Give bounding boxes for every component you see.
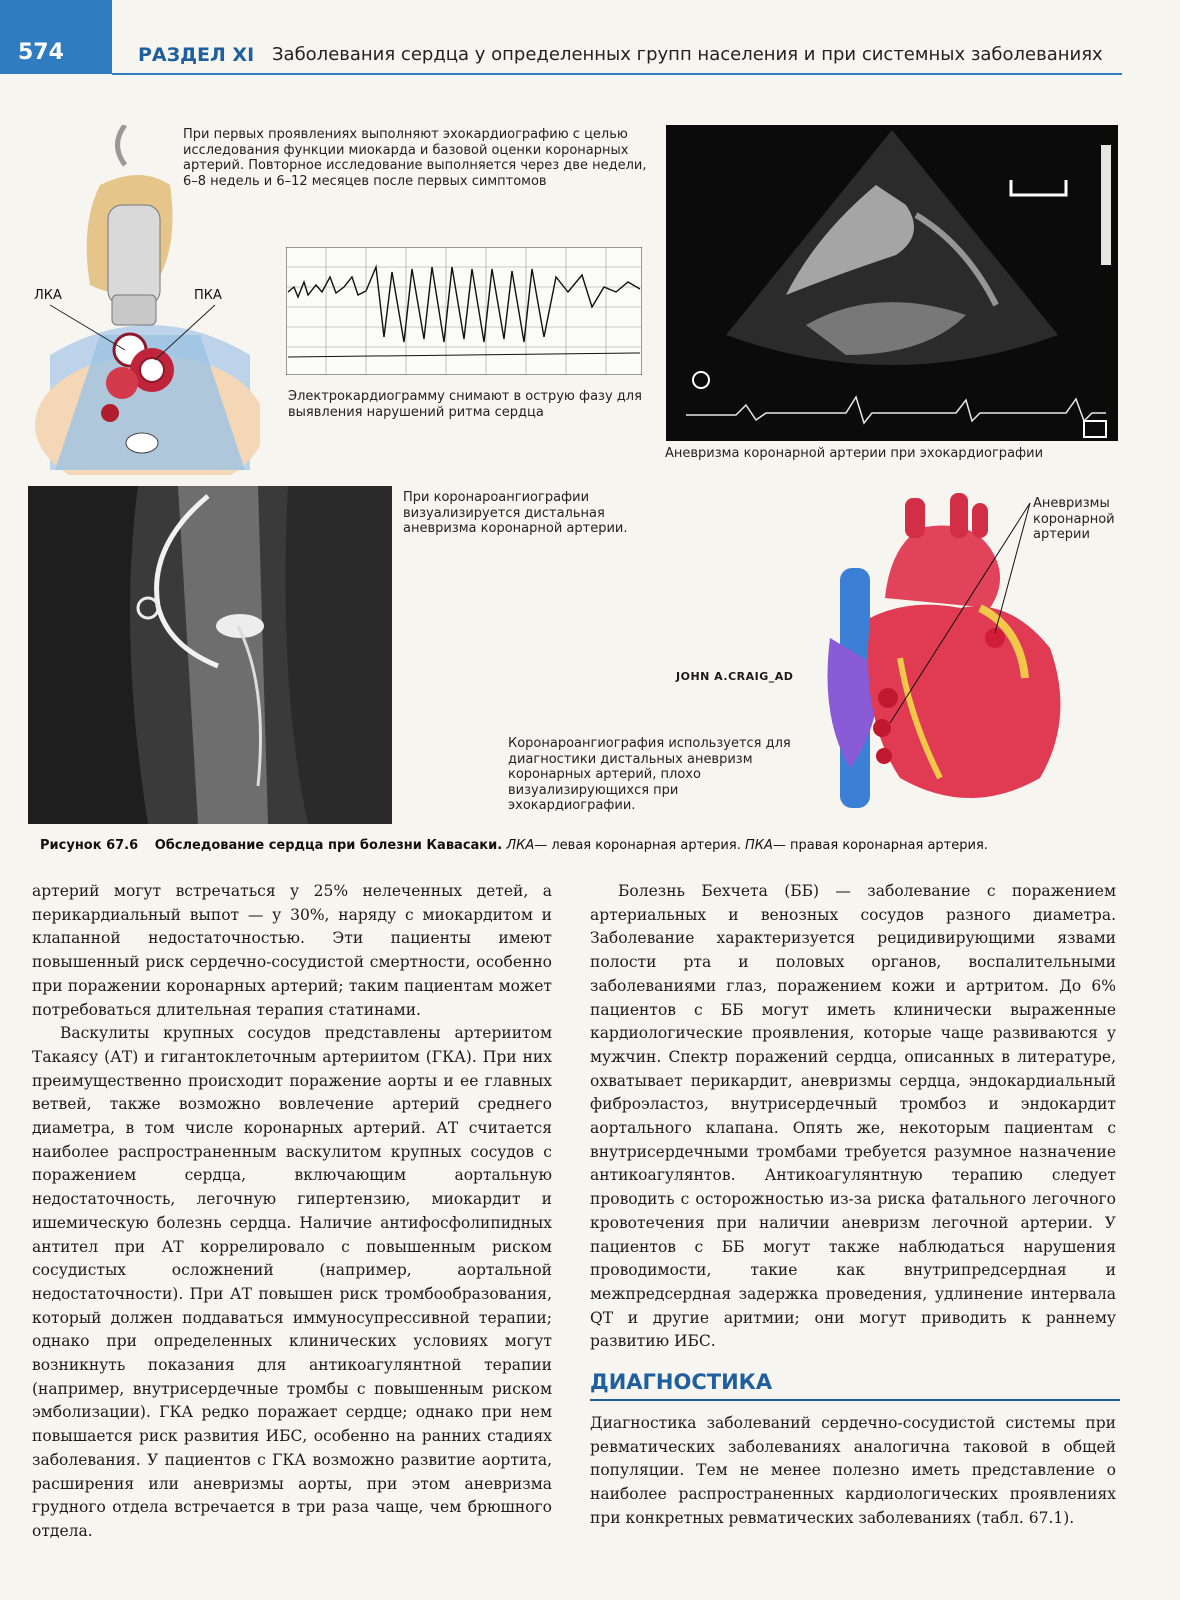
label-lka: ЛКА [34,288,62,303]
caption-def-lka: — левая коронарная артерия. [534,838,741,853]
caption-abbr-lka: ЛКА [506,838,535,853]
right-column-lower [590,1412,1116,1531]
right-column [590,880,1116,1354]
label-pka: ПКА [194,288,222,303]
caption-title: Обследование сердца при болезни Кавасаки. [154,838,503,853]
ecg-note: Электрокардиограмму снимают в острую фазу для выявления нарушений ритма сердца [288,389,642,420]
angio-use-note: Коронароангиография используется для диагностики дистальных аневризм коронарных артерий, плохо визуализирующихся при эхокардиографии. [508,736,791,813]
section-heading: ДИАГНОСТИКА [590,1370,773,1394]
caption-abbr-pka: ПКА [744,838,773,853]
figure-caption [40,838,1130,853]
angiography-xray [28,486,392,824]
right-paragraph-2: Диагностика заболеваний сердечно-сосудистой системы при ревматических заболеваниях аналогична таковой в общей популяции. Тем не менее полезно иметь представление о наиболее распространенных кардиологических проявлениях при конкретных ревматических заболеваниях (табл. 67.1). [590,1414,1116,1527]
page-number: 574 [18,40,64,65]
heading-rule [590,1399,1120,1401]
header-rule [112,73,1122,75]
left-column [32,880,552,1544]
echo-image [666,125,1118,441]
artist-signature: JOHN A.CRAIG_AD [676,670,794,683]
aneurysm-label: Аневризмы коронарной артерии [1033,496,1115,542]
left-paragraph-1: артерий могут встречаться у 25% нелеченных детей, а перикардиальный выпот — у 30%, наряду с миокардитом и клапанной недостаточностью. Эти пациенты имеют повышенный риск сердечно-сосудистой смертности, особенно при поражении коронарных артерий; таким пациентам может потребоваться длительная терапия статинами. [32,882,552,1019]
caption-number: Рисунок 67.6 [40,838,139,853]
caption-def-pka: — правая коронарная артерия. [772,838,988,853]
echo-note: При первых проявлениях выполняют эхокардиографию с целью исследования функции миокарда и базовой оценки коронарных артерий. Повторное исследование выполняется через две недели, 6–8 недель и 6–12 месяцев после первых симптомов [183,127,647,189]
ecg-strip [286,247,642,375]
right-paragraph-1: Болезнь Бехчета (ББ) — заболевание с поражением артериальных и венозных сосудов разного диаметра. Заболевание характеризуется рецидивирующими язвами полости рта и половых органов, воспалительными заболеваниями глаз, поражением кожи и артритом. До 6% пациентов с ББ могут иметь клинически выраженные кардиологические проявления, которые чаще развиваются у мужчин. Спектр поражений сердца, описанных в литературе, охватывает перикардит, аневризмы сердца, эндокардиальный фиброэластоз, внутрисердечный тромбоз и эндокардит аортального клапана. Опять же, некоторым пациентам с внутрисердечными тромбами требуется разумное назначение антикоагулянтов. Антикоагулянтную терапию следует проводить с осторожностью из-за риска фатального легочного кровотечения при наличии аневризм легочной артерии. У пациентов с ББ могут также наблюдаться нарушения проводимости, такие как внутрипредсердная и межпредсердная задержка проведения, удлинение интервала QT и другие аритмии; они могут приводить к раннему развитию ИБС. [590,882,1116,1351]
left-paragraph-2: Васкулиты крупных сосудов представлены артериитом Такаясу (АТ) и гигантоклеточным артериитом (ГКА). При них преимущественно происходит поражение аорты и ее главных ветвей, также возможно вовлечение артерий среднего диаметра, в том числе коронарных артерий. АТ считается наиболее распространенным васкулитом крупных сосудов с поражением сердца, включающим аортальную недостаточность, легочную гипертензию, миокардит и ишемическую болезнь сердца. Наличие антифосфолипидных антител при АТ коррелировало с повышенным риском сосудистых осложнений (например, аортальной недостаточности). При АТ повышен риск тромбообразования, который должен поддаваться иммуносупрессивной терапии; однако при определенных клинических условиях могут возникнуть показания для антикоагулянтной терапии (например, внутрисердечные тромбы с повышенным риском эмболизации). ГКА редко поражает сердце; однако при нем повышается риск развития ИБС, особенно на ранних стадиях заболевания. У пациентов с ГКА возможно развитие аортита, расширения или аневризмы аорты, при этом аневризма грудного отдела встречается в три раза чаще, чем брюшного отдела. [32,1024,552,1540]
echo-caption: Аневризма коронарной артерии при эхокардиографии [665,446,1044,461]
section-label: РАЗДЕЛ XI [138,44,255,66]
running-title: Заболевания сердца у определенных групп населения и при системных заболеваниях [272,44,1103,65]
angio-note: При коронароангиографии визуализируется дистальная аневризма коронарной артерии. [403,490,628,536]
